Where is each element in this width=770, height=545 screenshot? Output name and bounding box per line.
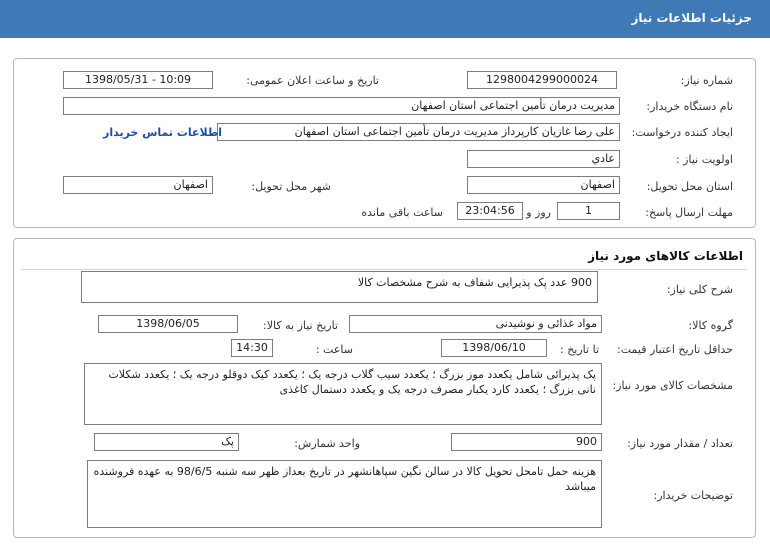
time-field: 14:30 bbox=[231, 339, 273, 357]
buyer-label: نام دستگاه خریدار: bbox=[646, 100, 733, 113]
requester-field: علی رضا غازیان کارپرداز مدیریت درمان تأمین اجتماعی استان اصفهان bbox=[217, 123, 620, 141]
unit-field: پک bbox=[94, 433, 239, 451]
buyer-field: مدیریت درمان تأمین اجتماعی استان اصفهان bbox=[63, 97, 620, 115]
deadline-days-unit: روز و bbox=[526, 206, 551, 219]
requester-label: ایجاد کننده درخواست: bbox=[631, 126, 733, 139]
announce-label: تاریخ و ساعت اعلان عمومی: bbox=[246, 74, 379, 87]
qty-label: تعداد / مقدار مورد نیاز: bbox=[627, 437, 733, 450]
time-label: ساعت : bbox=[315, 343, 353, 356]
specs-label: مشخصات کالای مورد نیاز: bbox=[612, 379, 733, 392]
priority-field: عادي bbox=[467, 150, 620, 168]
deadline-label: مهلت ارسال پاسخ: bbox=[645, 206, 733, 219]
buyer-notes-field: هزینه حمل تامحل تحویل کالا در سالن نگین سپاهانشهر در تاریخ بعداز ظهر سه شنبه 98/6/5 به عهده فروشنده میباشد bbox=[87, 460, 602, 528]
announce-field: 1398/05/31 - 10:09 bbox=[63, 71, 213, 89]
goods-panel bbox=[13, 238, 756, 538]
until-date-field: 1398/06/10 bbox=[441, 339, 547, 357]
price-validity-label: حداقل تاریخ اعتبار قیمت: bbox=[617, 343, 733, 356]
goods-section-title: اطلاعات کالاهای مورد نیاز bbox=[588, 249, 743, 263]
qty-field: 900 bbox=[451, 433, 602, 451]
group-field: مواد غذائی و نوشیدنی bbox=[349, 315, 602, 333]
need-number-label: شماره نیاز: bbox=[680, 74, 733, 87]
deadline-remaining-label: ساعت باقی مانده bbox=[361, 206, 443, 219]
section-divider bbox=[22, 269, 747, 270]
need-date-field: 1398/06/05 bbox=[98, 315, 238, 333]
specs-field: پک پذیرائی شامل یکعدد موز بزرگ ؛ یکعدد سیب گلاب درجه یک ؛ یکعدد کیک دوقلو درجه یک ؛ یکعدد شکلات نانی بزرگ ؛ یکعدد کارد یکبار مصرف درجه یک و یکعدد دستمال کاغذی bbox=[84, 363, 602, 425]
summary-field: 900 عدد پک پذیرایی شفاف به شرح مشخصات کالا bbox=[81, 271, 598, 303]
province-label: استان محل تحویل: bbox=[646, 180, 733, 193]
group-label: گروه کالا: bbox=[688, 319, 733, 332]
buyer-notes-label: توضیحات خریدار: bbox=[653, 489, 733, 502]
until-date-label: تا تاریخ : bbox=[560, 343, 599, 356]
city-label: شهر محل تحویل: bbox=[251, 180, 331, 193]
need-number-field: 1298004299000024 bbox=[467, 71, 617, 89]
province-field: اصفهان bbox=[467, 176, 620, 194]
deadline-time-field: 23:04:56 bbox=[457, 202, 523, 220]
need-date-label: تاریخ نیاز به کالا: bbox=[263, 319, 338, 332]
unit-label: واحد شمارش: bbox=[294, 437, 360, 450]
page-title: جزئیات اطلاعات نیاز bbox=[631, 11, 752, 25]
deadline-days-field: 1 bbox=[557, 202, 620, 220]
summary-label: شرح کلی نیاز: bbox=[666, 283, 733, 296]
need-info-panel bbox=[13, 58, 756, 228]
priority-label: اولویت نیاز : bbox=[675, 153, 733, 166]
page-header bbox=[0, 0, 770, 38]
city-field: اصفهان bbox=[63, 176, 213, 194]
buyer-contact-link[interactable]: اطلاعات تماس خریدار bbox=[103, 126, 223, 139]
